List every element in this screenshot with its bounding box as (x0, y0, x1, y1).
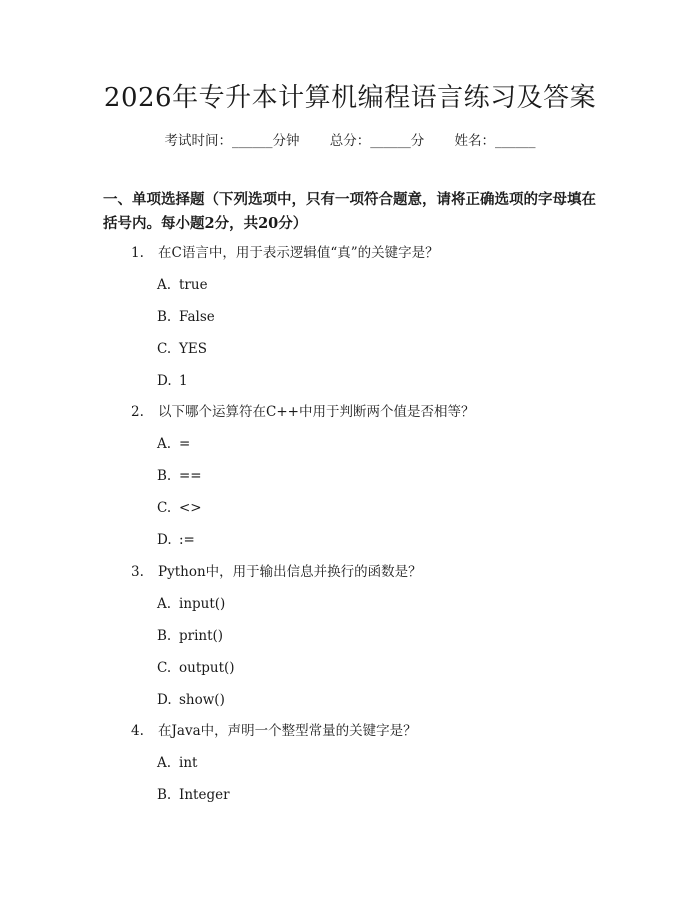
option-letter: A. (157, 596, 172, 612)
question-number: 2. (131, 404, 144, 420)
option-letter: B. (157, 628, 172, 644)
question-1 (131, 243, 439, 263)
option-text: show() (179, 692, 225, 708)
option-text: print() (179, 628, 224, 644)
option-text: = (179, 436, 191, 452)
option-letter: B. (157, 468, 172, 484)
section-heading: 一、单项选择题（下列选项中，只有一项符合题意，请将正确选项的字母填在括号内。每小题2分，共20分） (103, 191, 596, 232)
option-text: output() (179, 660, 235, 676)
question-3 (131, 562, 422, 582)
question-2-option-d (157, 530, 195, 550)
option-letter: A. (157, 436, 172, 452)
option-letter: D. (157, 692, 172, 708)
question-2-option-a (157, 434, 190, 454)
option-text: true (179, 277, 208, 293)
option-text: <> (179, 500, 202, 516)
option-text: == (179, 468, 202, 484)
total-score-field: 总分：______分 (329, 133, 425, 149)
option-text: := (179, 532, 195, 548)
page-title: 2026年专升本计算机编程语言练习及答案 (103, 83, 597, 113)
option-letter: B. (157, 309, 172, 325)
question-number: 1. (131, 245, 144, 261)
option-text: Integer (179, 787, 230, 803)
question-2 (131, 402, 474, 422)
question-1-option-d (157, 371, 188, 391)
question-1-option-c (157, 339, 207, 359)
option-letter: D. (157, 532, 172, 548)
question-3-option-b (157, 626, 223, 646)
option-text: int (179, 755, 198, 771)
question-1-option-b (157, 307, 215, 327)
question-3-option-a (157, 594, 225, 614)
question-3-option-c (157, 658, 235, 678)
name-field: 姓名：______ (454, 133, 536, 149)
question-2-option-b (157, 466, 202, 486)
option-letter: C. (157, 341, 172, 357)
question-4-option-b (157, 785, 230, 805)
option-letter: C. (157, 660, 172, 676)
option-letter: A. (157, 755, 172, 771)
question-number: 4. (131, 723, 144, 739)
option-letter: C. (157, 500, 172, 516)
question-2-option-c (157, 498, 202, 518)
question-4-option-a (157, 753, 197, 773)
exam-time-field: 考试时间：______分钟 (164, 133, 300, 149)
question-4 (131, 721, 417, 741)
question-text: 在Java中，声明一个整型常量的关键字是？ (158, 723, 417, 739)
option-letter: D. (157, 373, 172, 389)
option-text: input() (179, 596, 226, 612)
option-text: YES (179, 341, 208, 357)
question-3-option-d (157, 690, 225, 710)
question-1-option-a (157, 275, 208, 295)
option-text: 1 (179, 373, 188, 389)
question-text: 以下哪个运算符在C++中用于判断两个值是否相等？ (158, 404, 475, 420)
option-text: False (179, 309, 215, 325)
option-letter: A. (157, 277, 172, 293)
option-letter: B. (157, 787, 172, 803)
question-number: 3. (131, 564, 144, 580)
question-text: Python中，用于输出信息并换行的函数是？ (158, 564, 422, 580)
exam-meta (0, 131, 700, 151)
question-text: 在C语言中，用于表示逻辑值“真”的关键字是？ (158, 245, 439, 261)
